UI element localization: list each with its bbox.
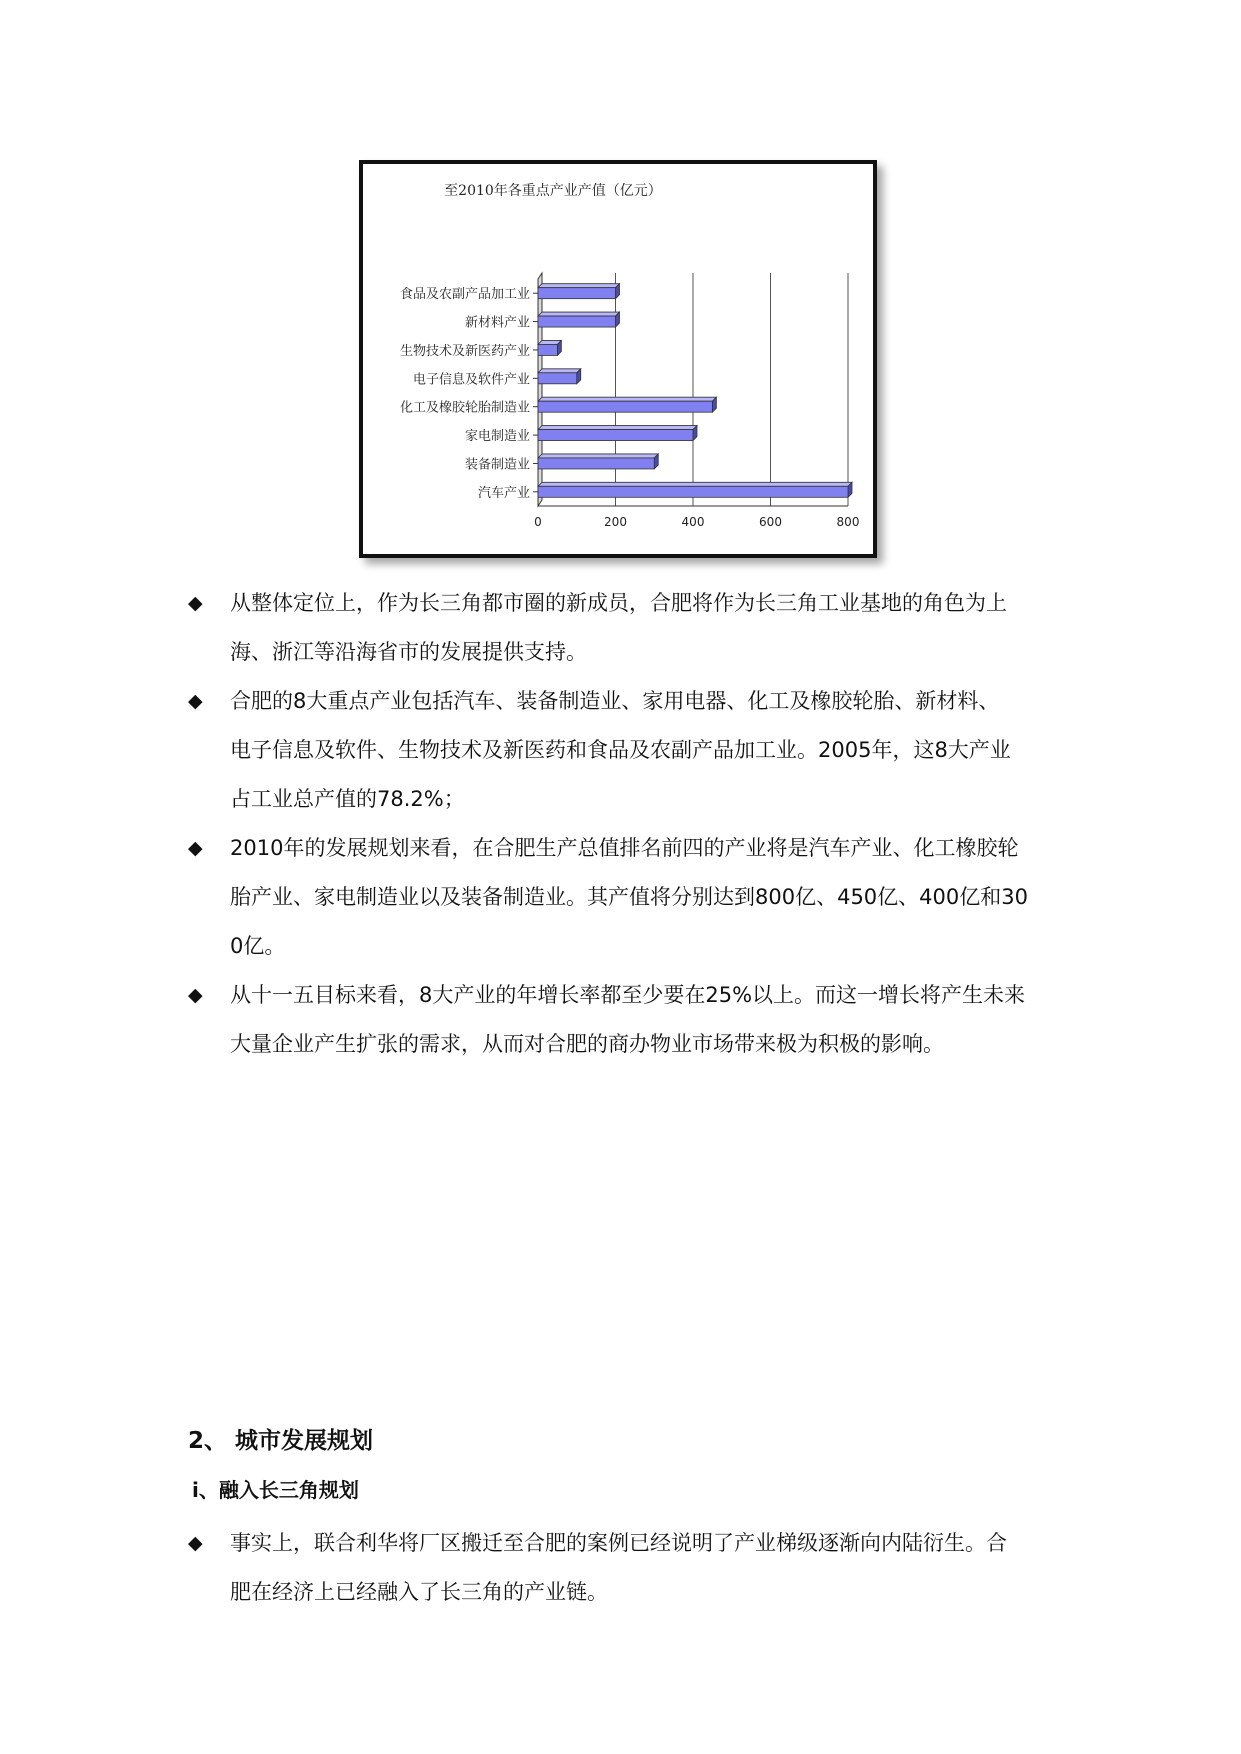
bar-top-face — [538, 397, 716, 401]
bar-top-face — [538, 312, 620, 316]
diamond-bullet-icon: ◆ — [188, 837, 203, 859]
diamond-bullet-icon: ◆ — [188, 984, 203, 1006]
bar-top-face — [538, 426, 697, 430]
bullet-text-line: 合肥的8大重点产业包括汽车、装备制造业、家用电器、化工及橡胶轮胎、新材料、 — [230, 689, 1000, 713]
bar — [538, 316, 616, 327]
bar — [538, 373, 577, 384]
bar — [538, 486, 848, 497]
bullet-text-line: 胎产业、家电制造业以及装备制造业。其产值将分别达到800亿、450亿、400亿和30 — [230, 885, 1028, 909]
category-label: 家电制造业 — [464, 429, 530, 445]
x-tick-label: 0 — [534, 515, 542, 529]
category-label: 生物技术及新医药产业 — [399, 343, 530, 359]
x-tick-label: 600 — [759, 515, 782, 529]
diamond-bullet-icon: ◆ — [188, 1532, 203, 1554]
bullet-text-line: 肥在经济上已经融入了长三角的产业链。 — [230, 1580, 608, 1604]
bullet-list-2 — [188, 1519, 1068, 1617]
category-label: 新材料产业 — [464, 315, 530, 331]
bar-chart — [359, 160, 877, 558]
bullet-text-line: 从整体定位上，作为长三角都市圈的新成员，合肥将作为长三角工业基地的角色为上 — [230, 591, 1007, 615]
bar — [538, 288, 616, 299]
bar-top-face — [538, 482, 852, 486]
x-tick-label: 800 — [836, 515, 860, 529]
list-item — [188, 677, 1068, 824]
category-label: 电子信息及软件产业 — [412, 372, 530, 388]
chart-svg — [363, 164, 873, 554]
bullet-text-line: 占工业总产值的78.2%； — [230, 787, 465, 811]
x-tick-label: 200 — [604, 515, 627, 529]
bullet-text-line: 海、浙江等沿海省市的发展提供支持。 — [230, 640, 587, 664]
list-item — [188, 971, 1068, 1069]
diamond-bullet-icon: ◆ — [188, 592, 203, 614]
bullet-text-line: 电子信息及软件、生物技术及新医药和食品及农副产品加工业。2005年，这8大产业 — [230, 738, 1011, 762]
diamond-bullet-icon: ◆ — [188, 690, 203, 712]
bar-top-face — [538, 284, 620, 288]
bullet-text-line: 2010年的发展规划来看，在合肥生产总值排名前四的产业将是汽车产业、化工橡胶轮 — [230, 836, 1019, 860]
chart-title: 至2010年各重点产业产值（亿元） — [444, 183, 662, 199]
bullet-text-line: 大量企业产生扩张的需求，从而对合肥的商办物业市场带来极为积极的影响。 — [230, 1032, 944, 1056]
category-label: 食品及农副产品加工业 — [399, 287, 530, 303]
bar-top-face — [538, 369, 581, 373]
bullet-text-line: 从十一五目标来看，8大产业的年增长率都至少要在25%以上。而这一增长将产生未来 — [230, 983, 1026, 1007]
bullet-text-line: 0亿。 — [230, 934, 286, 958]
bar — [538, 401, 712, 412]
category-label: 化工及橡胶轮胎制造业 — [399, 400, 530, 416]
bullet-text-line: 事实上，联合利华将厂区搬迁至合肥的案例已经说明了产业梯级逐渐向内陆衍生。合 — [230, 1531, 1007, 1555]
list-item — [188, 824, 1068, 971]
category-label: 汽车产业 — [477, 485, 530, 501]
bar — [538, 344, 557, 355]
bullet-list-1 — [188, 579, 1068, 1069]
bar-top-face — [538, 454, 658, 458]
bar — [538, 458, 654, 469]
section-heading: 2、 城市发展规划 — [188, 1428, 374, 1454]
category-label: 装备制造业 — [464, 457, 530, 473]
list-item — [188, 579, 1068, 677]
list-item — [188, 1519, 1068, 1617]
subsection-heading: ⅰ、融入长三角规划 — [192, 1478, 359, 1502]
x-tick-label: 400 — [681, 515, 705, 529]
bar — [538, 430, 693, 441]
axis-wall — [538, 273, 542, 506]
